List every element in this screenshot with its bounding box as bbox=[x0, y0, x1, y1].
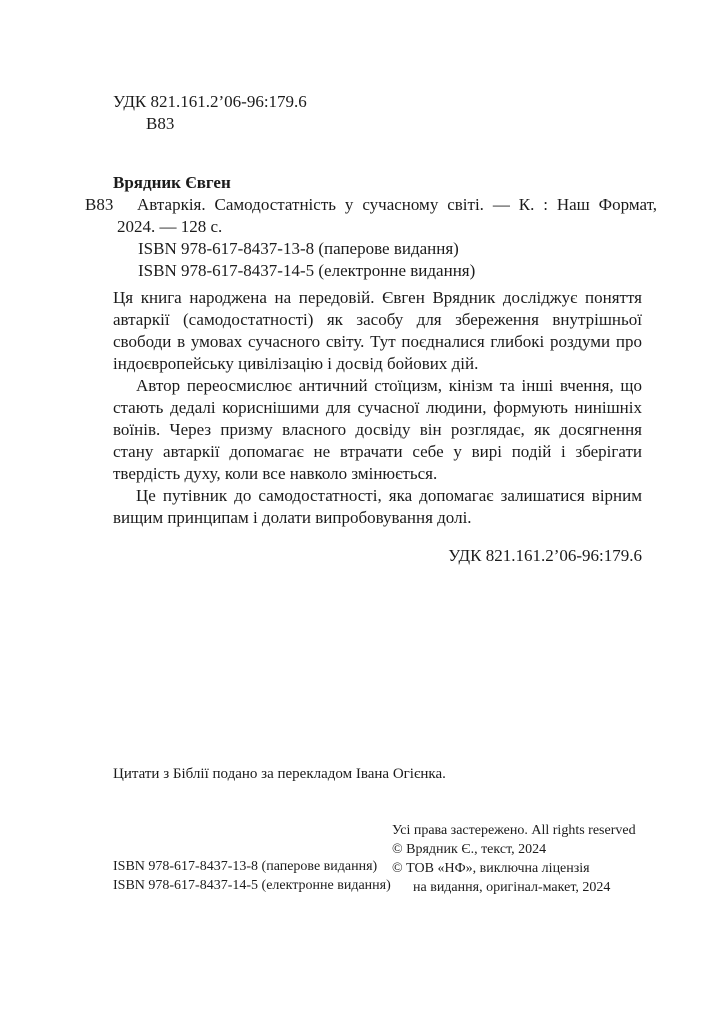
bible-translation-note: Цитати з Біблії подано за перекладом Івана Огієнка. bbox=[113, 766, 446, 782]
copyright-block bbox=[392, 821, 636, 897]
bibliographic-record bbox=[85, 194, 657, 282]
classification-block bbox=[113, 91, 307, 135]
record-author-code: В83 bbox=[85, 195, 114, 214]
record-description: Автаркія. Самодостатність у сучасному світі. — К. : Наш Формат, 2024. — 128 с. bbox=[117, 195, 657, 236]
udk-number: УДК 821.161.2’06-96:179.6 bbox=[113, 92, 307, 111]
isbn-paper-line: ISBN 978-617-8437-13-8 (паперове видання) bbox=[138, 239, 459, 258]
annotation-paragraph-1: Ця книга народжена на передовій. Євген Врядник досліджує поняття автаркії (самодостатності) як засобу для збереження внутрішньої свободи в умовах сучасного світу. Тут поєдналися глибокі роздуми про індоєвропейську цивілізацію і досвід бойових дій. bbox=[113, 288, 642, 373]
imprint-isbn-block bbox=[113, 857, 391, 895]
annotation-paragraph-3: Це путівник до самодостатності, яка допомагає залишатися вірним вищим принципам і долати випробовування долі. bbox=[113, 486, 642, 527]
author-name: Врядник Євген bbox=[113, 173, 231, 192]
copyright-author-line: © Врядник Є., текст, 2024 bbox=[392, 842, 547, 857]
copyright-license-line-1: © ТОВ «НФ», виключна ліцензія bbox=[392, 861, 590, 876]
catalog-card bbox=[85, 172, 658, 282]
isbn-electronic-line: ISBN 978-617-8437-14-5 (електронне видання) bbox=[138, 261, 476, 280]
annotation-paragraph-2: Автор переосмислює античний стоїцизм, кінізм та інші вчення, що стають дедалі кориснішими для сучасної людини, формують нинішніх воїнів. Через призму власного досвіду він розглядає, як досягнення стану автаркії допомагає не втрачати себе у вирі подій і зберігати твердість духу, коли все навколо змінюється. bbox=[113, 376, 642, 483]
imprint-isbn-paper-line: ISBN 978-617-8437-13-8 (паперове видання) bbox=[113, 859, 378, 874]
annotation-block bbox=[113, 287, 642, 567]
imprint-isbn-electronic-line: ISBN 978-617-8437-14-5 (електронне видання) bbox=[113, 878, 391, 893]
udk-reference-footer: УДК 821.161.2’06-96:179.6 bbox=[448, 546, 642, 565]
author-sign-code: В83 bbox=[146, 114, 175, 133]
copyright-license-line-2: на видання, оригінал-макет, 2024 bbox=[413, 880, 611, 895]
rights-reserved-line: Усі права застережено. All rights reserved bbox=[392, 823, 636, 838]
